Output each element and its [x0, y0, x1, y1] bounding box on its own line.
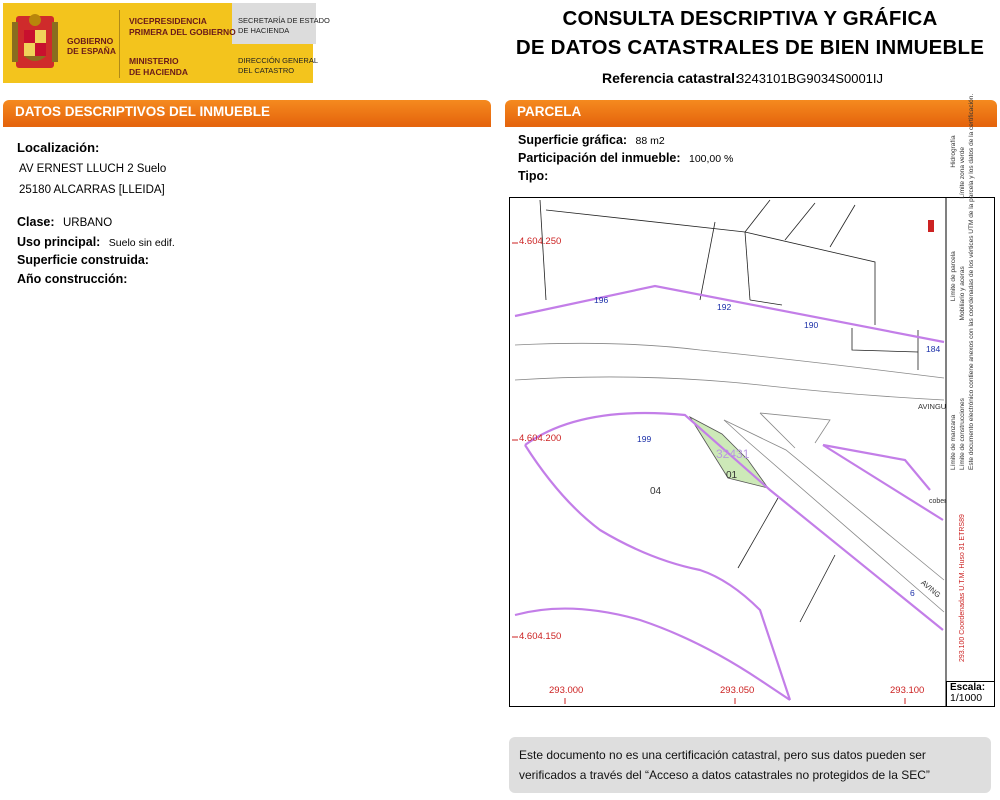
uso-value: Suelo sin edif. [108, 237, 175, 249]
scale-value: 1/1000 [950, 692, 983, 704]
superficie-construida-label: Superficie construida: [17, 253, 149, 267]
descriptive-bar-prefix: DATOS DESCRIPTIVOS DEL [15, 104, 200, 119]
legend-hidrografia: Hidrografía [950, 135, 957, 168]
page-title-line1: CONSULTA DESCRIPTIVA Y GRÁFICA [562, 7, 938, 30]
coordinate-system-text: 293.100 Coordenadas U.T.M. Huso 31 ETRS89 [959, 514, 966, 662]
min-line2: DE HACIENDA [129, 67, 189, 77]
coat-of-arms-icon [10, 12, 60, 72]
scale-label: Escala: [950, 682, 986, 693]
participacion-value: 100,00 % [689, 153, 734, 165]
legend-mobiliario: Mobiliario y aceras [959, 266, 966, 321]
parcela-section-bar: PARCELA [505, 100, 997, 125]
participacion-label: Participación del inmueble: [518, 151, 681, 165]
participacion-row [518, 149, 733, 167]
vice-line1: VICEPRESIDENCIA [129, 16, 207, 26]
dir-line2: DEL CATASTRO [238, 66, 295, 75]
location-line2: 25180 ALCARRAS [LLEIDA] [19, 184, 165, 196]
plot-number: 184 [926, 344, 941, 354]
plot-number: 199 [637, 434, 652, 444]
uso-row [17, 233, 175, 251]
page-title-line2: DE DATOS CATASTRALES DE BIEN INMUEBLE [515, 36, 985, 59]
map-scale [946, 681, 995, 707]
main-parcel-ref: 32431 [716, 447, 750, 461]
parcel-id: 04 [650, 486, 662, 497]
legend-note: Este documento electrónico contiene anexos con las coordenadas de los vértices UTM de la parcela y los datos de la certificación. [968, 93, 975, 470]
ref-label: Referencia catastral: [602, 70, 740, 86]
gov-line1: GOBIERNO [67, 36, 114, 46]
gov-line2: DE ESPAÑA [67, 46, 116, 56]
sec-line2: DE HACIENDA [238, 26, 290, 35]
header-divider [119, 10, 120, 78]
x-coord-label: 293.050 [720, 685, 755, 696]
street-label: AVINGU [918, 402, 947, 411]
legend-zona-verde: Límite zona verde [959, 146, 966, 199]
cadastral-map-drawing [510, 198, 994, 706]
x-coord-label: 293.100 [890, 685, 925, 696]
legend-construcciones: Límite de construcciones [959, 398, 966, 470]
ref-value: 3243101BG9034S0001IJ [737, 71, 884, 86]
min-line1: MINISTERIO [129, 56, 179, 66]
superficie-grafica-row [518, 131, 665, 149]
clase-row [17, 213, 112, 231]
plot-number: 190 [804, 320, 819, 330]
descriptive-bar-underline [3, 125, 491, 127]
clase-value: URBANO [62, 217, 113, 229]
legend-manzana: Límite de manzana [950, 414, 957, 470]
tipo-label: Tipo: [518, 169, 549, 183]
sec-line1: SECRETARÍA DE ESTADO [238, 16, 330, 25]
plot-number: 196 [594, 295, 609, 305]
location-line1: AV ERNEST LLUCH 2 Suelo [19, 163, 167, 175]
descriptive-section-bar [3, 100, 491, 125]
x-coord-label: 293.000 [549, 685, 584, 696]
clase-label: Clase: [17, 215, 55, 229]
anio-construccion-label: Año construcción: [17, 272, 128, 286]
location-label: Localización: [17, 140, 100, 155]
y-coord-label: 4.604.250 [519, 236, 562, 247]
descriptive-section [3, 100, 491, 127]
disclaimer-note: Este documento no es una certificación catastral, pero sus datos pueden ser verificados a través del “Acceso a datos catastrales no protegidos de la SEC” [509, 737, 991, 793]
cober-label: cober [929, 498, 947, 505]
parcel-id: 01 [726, 470, 738, 481]
parcela-section [505, 100, 997, 127]
superficie-grafica-label: Superficie gráfica: [518, 133, 628, 147]
plot-number: 6 [910, 588, 915, 598]
y-coord-label: 4.604.200 [519, 433, 562, 444]
descriptive-bar-highlight: INMUEBLE [199, 104, 271, 119]
parcela-bar-underline [505, 125, 997, 127]
y-coord-label: 4.604.150 [519, 631, 562, 642]
street-label: AVING [919, 578, 943, 600]
dir-line1: DIRECCIÓN GENERAL [238, 56, 319, 65]
uso-label: Uso principal: [17, 235, 101, 249]
plot-number: 192 [717, 302, 732, 312]
vice-line2: PRIMERA DEL GOBIERNO [129, 27, 236, 37]
legend-parcela: Límite de parcela [950, 251, 957, 302]
superficie-grafica-value: 88 m2 [635, 135, 665, 147]
